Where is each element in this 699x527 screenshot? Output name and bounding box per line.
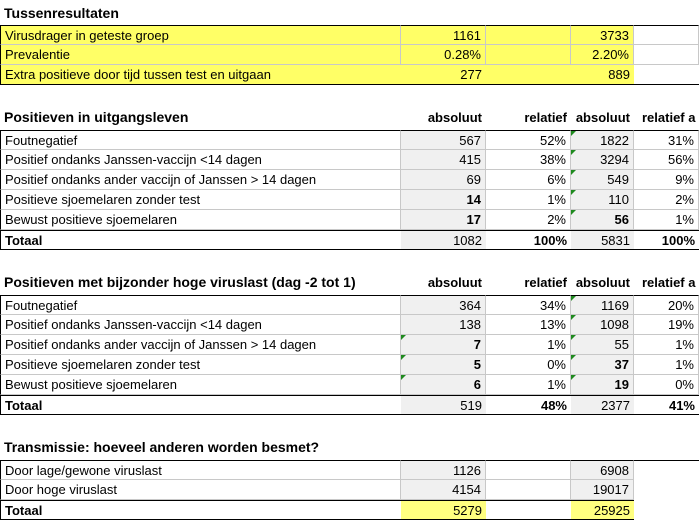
value-cell[interactable]: 6908 [571, 460, 634, 480]
total-row [0, 395, 699, 415]
value-cell[interactable]: 38% [486, 150, 571, 170]
value-cell[interactable]: 277 [401, 65, 486, 85]
table-row [0, 170, 699, 190]
value-cell[interactable]: 364 [401, 295, 486, 315]
col-header-relatief[interactable]: relatief a [642, 275, 696, 290]
value-cell[interactable]: 6% [486, 170, 571, 190]
value-cell[interactable]: 1% [486, 375, 571, 395]
value-cell[interactable]: 19017 [571, 480, 634, 500]
total-cell[interactable]: 5279 [401, 500, 486, 520]
value-cell[interactable]: 17 [401, 210, 486, 230]
table-row [0, 460, 699, 480]
empty-cell[interactable] [634, 480, 699, 500]
row-label[interactable]: Positieve sjoemelaren zonder test [0, 190, 401, 210]
value-cell[interactable]: 4154 [401, 480, 486, 500]
value-cell[interactable]: 13% [486, 315, 571, 335]
table-row [0, 295, 699, 315]
table-row [0, 190, 699, 210]
row-label[interactable]: Positief ondanks ander vaccijn of Janssen > 14 dagen [0, 335, 401, 355]
row-label[interactable]: Positief ondanks Janssen-vaccijn <14 dagen [0, 315, 401, 335]
value-cell[interactable]: 7 [401, 335, 486, 355]
total-cell[interactable]: 5831 [571, 230, 634, 250]
value-cell[interactable]: 1098 [571, 315, 634, 335]
value-cell[interactable]: 9% [634, 170, 699, 190]
col-header-absoluut[interactable]: absoluut [427, 110, 482, 125]
value-cell[interactable]: 1% [486, 190, 571, 210]
value-cell[interactable]: 56 [571, 210, 634, 230]
empty-cell[interactable] [634, 500, 699, 520]
value-cell[interactable]: 31% [634, 130, 699, 150]
value-cell[interactable]: 415 [401, 150, 486, 170]
row-label[interactable]: Positieve sjoemelaren zonder test [0, 355, 401, 375]
value-cell[interactable]: 14 [401, 190, 486, 210]
value-cell[interactable]: 56% [634, 150, 699, 170]
table-row [0, 335, 699, 355]
table-row [0, 130, 699, 150]
value-cell[interactable]: 55 [571, 335, 634, 355]
total-label[interactable]: Totaal [0, 230, 401, 250]
value-cell[interactable]: 1% [486, 335, 571, 355]
row-label[interactable]: Bewust positieve sjoemelaren [0, 210, 401, 230]
value-cell[interactable]: 6 [401, 375, 486, 395]
table-row [0, 480, 699, 500]
row-label[interactable]: Positief ondanks Janssen-vaccijn <14 dagen [0, 150, 401, 170]
value-cell[interactable]: 19% [634, 315, 699, 335]
value-cell[interactable]: 3294 [571, 150, 634, 170]
col-header-relatief[interactable]: relatief a [642, 110, 696, 125]
value-cell[interactable]: 3733 [571, 25, 634, 45]
section3-title[interactable]: Positieven met bijzonder hoge viruslast (dag -2 tot 1) [4, 274, 356, 290]
row-label[interactable]: Bewust positieve sjoemelaren [0, 375, 401, 395]
total-row [0, 230, 699, 250]
total-cell[interactable]: 48% [486, 395, 571, 415]
row-label[interactable]: Extra positieve door tijd tussen test en uitgaan [0, 65, 401, 85]
empty-cell[interactable] [486, 25, 571, 45]
value-cell[interactable]: 1822 [571, 130, 634, 150]
row-label[interactable]: Positief ondanks ander vaccijn of Janssen > 14 dagen [0, 170, 401, 190]
table-row [0, 25, 699, 45]
row-label[interactable]: Foutnegatief [0, 295, 401, 315]
value-cell[interactable]: 34% [486, 295, 571, 315]
row-label[interactable]: Prevalentie [0, 45, 401, 65]
total-cell[interactable]: 519 [401, 395, 486, 415]
value-cell[interactable]: 1% [634, 210, 699, 230]
value-cell[interactable]: 37 [571, 355, 634, 375]
section4-title[interactable]: Transmissie: hoeveel anderen worden besmet? [4, 439, 320, 455]
value-cell[interactable]: 52% [486, 130, 571, 150]
table-row [0, 45, 699, 65]
total-row [0, 500, 699, 520]
section1-title-row [0, 4, 699, 24]
col-header-relatief[interactable]: relatief [524, 110, 567, 125]
total-cell[interactable]: 100% [486, 230, 571, 250]
value-cell[interactable]: 549 [571, 170, 634, 190]
value-cell[interactable]: 20% [634, 295, 699, 315]
value-cell[interactable]: 1% [634, 355, 699, 375]
col-header-absoluut[interactable]: absoluut [427, 275, 482, 290]
section2-header-row [0, 108, 699, 128]
table-row [0, 210, 699, 230]
empty-cell[interactable] [634, 460, 699, 480]
empty-cell[interactable] [634, 25, 699, 45]
col-header-absoluut[interactable]: absoluut [575, 275, 630, 290]
value-cell[interactable]: 5 [401, 355, 486, 375]
section2-title[interactable]: Positieven in uitgangsleven [4, 109, 189, 125]
section4-title-row [0, 438, 699, 458]
empty-cell[interactable] [486, 65, 571, 85]
col-header-absoluut[interactable]: absoluut [575, 110, 630, 125]
empty-cell[interactable] [634, 65, 699, 85]
total-cell[interactable]: 2377 [571, 395, 634, 415]
section1-title[interactable]: Tussenresultaten [4, 5, 119, 21]
row-label[interactable]: Door lage/gewone viruslast [0, 460, 401, 480]
total-cell[interactable]: 41% [634, 395, 699, 415]
value-cell[interactable]: 889 [571, 65, 634, 85]
value-cell[interactable]: 110 [571, 190, 634, 210]
value-cell[interactable]: 1169 [571, 295, 634, 315]
table-row [0, 65, 699, 85]
total-cell[interactable]: 25925 [571, 500, 634, 520]
value-cell[interactable]: 1126 [401, 460, 486, 480]
value-cell[interactable]: 1% [634, 335, 699, 355]
total-label[interactable]: Totaal [0, 500, 401, 520]
empty-cell[interactable] [634, 45, 699, 65]
value-cell[interactable]: 138 [401, 315, 486, 335]
table-row [0, 355, 699, 375]
value-cell[interactable]: 19 [571, 375, 634, 395]
value-cell[interactable]: 2% [634, 190, 699, 210]
value-cell[interactable]: 2.20% [571, 45, 634, 65]
table-row [0, 150, 699, 170]
table-row [0, 375, 699, 395]
value-cell[interactable]: 0% [486, 355, 571, 375]
empty-cell[interactable] [486, 460, 571, 480]
row-label[interactable]: Door hoge viruslast [0, 480, 401, 500]
table-row [0, 315, 699, 335]
empty-cell[interactable] [486, 45, 571, 65]
row-label[interactable]: Foutnegatief [0, 130, 401, 150]
total-label[interactable]: Totaal [0, 395, 401, 415]
value-cell[interactable]: 2% [486, 210, 571, 230]
value-cell[interactable]: 0% [634, 375, 699, 395]
value-cell[interactable]: 69 [401, 170, 486, 190]
empty-cell[interactable] [486, 480, 571, 500]
total-cell[interactable]: 100% [634, 230, 699, 250]
total-cell[interactable]: 1082 [401, 230, 486, 250]
row-label[interactable]: Virusdrager in geteste groep [0, 25, 401, 45]
section3-header-row [0, 273, 699, 293]
value-cell[interactable]: 1161 [401, 25, 486, 45]
value-cell[interactable]: 567 [401, 130, 486, 150]
empty-cell[interactable] [486, 500, 571, 520]
value-cell[interactable]: 0.28% [401, 45, 486, 65]
col-header-relatief[interactable]: relatief [524, 275, 567, 290]
